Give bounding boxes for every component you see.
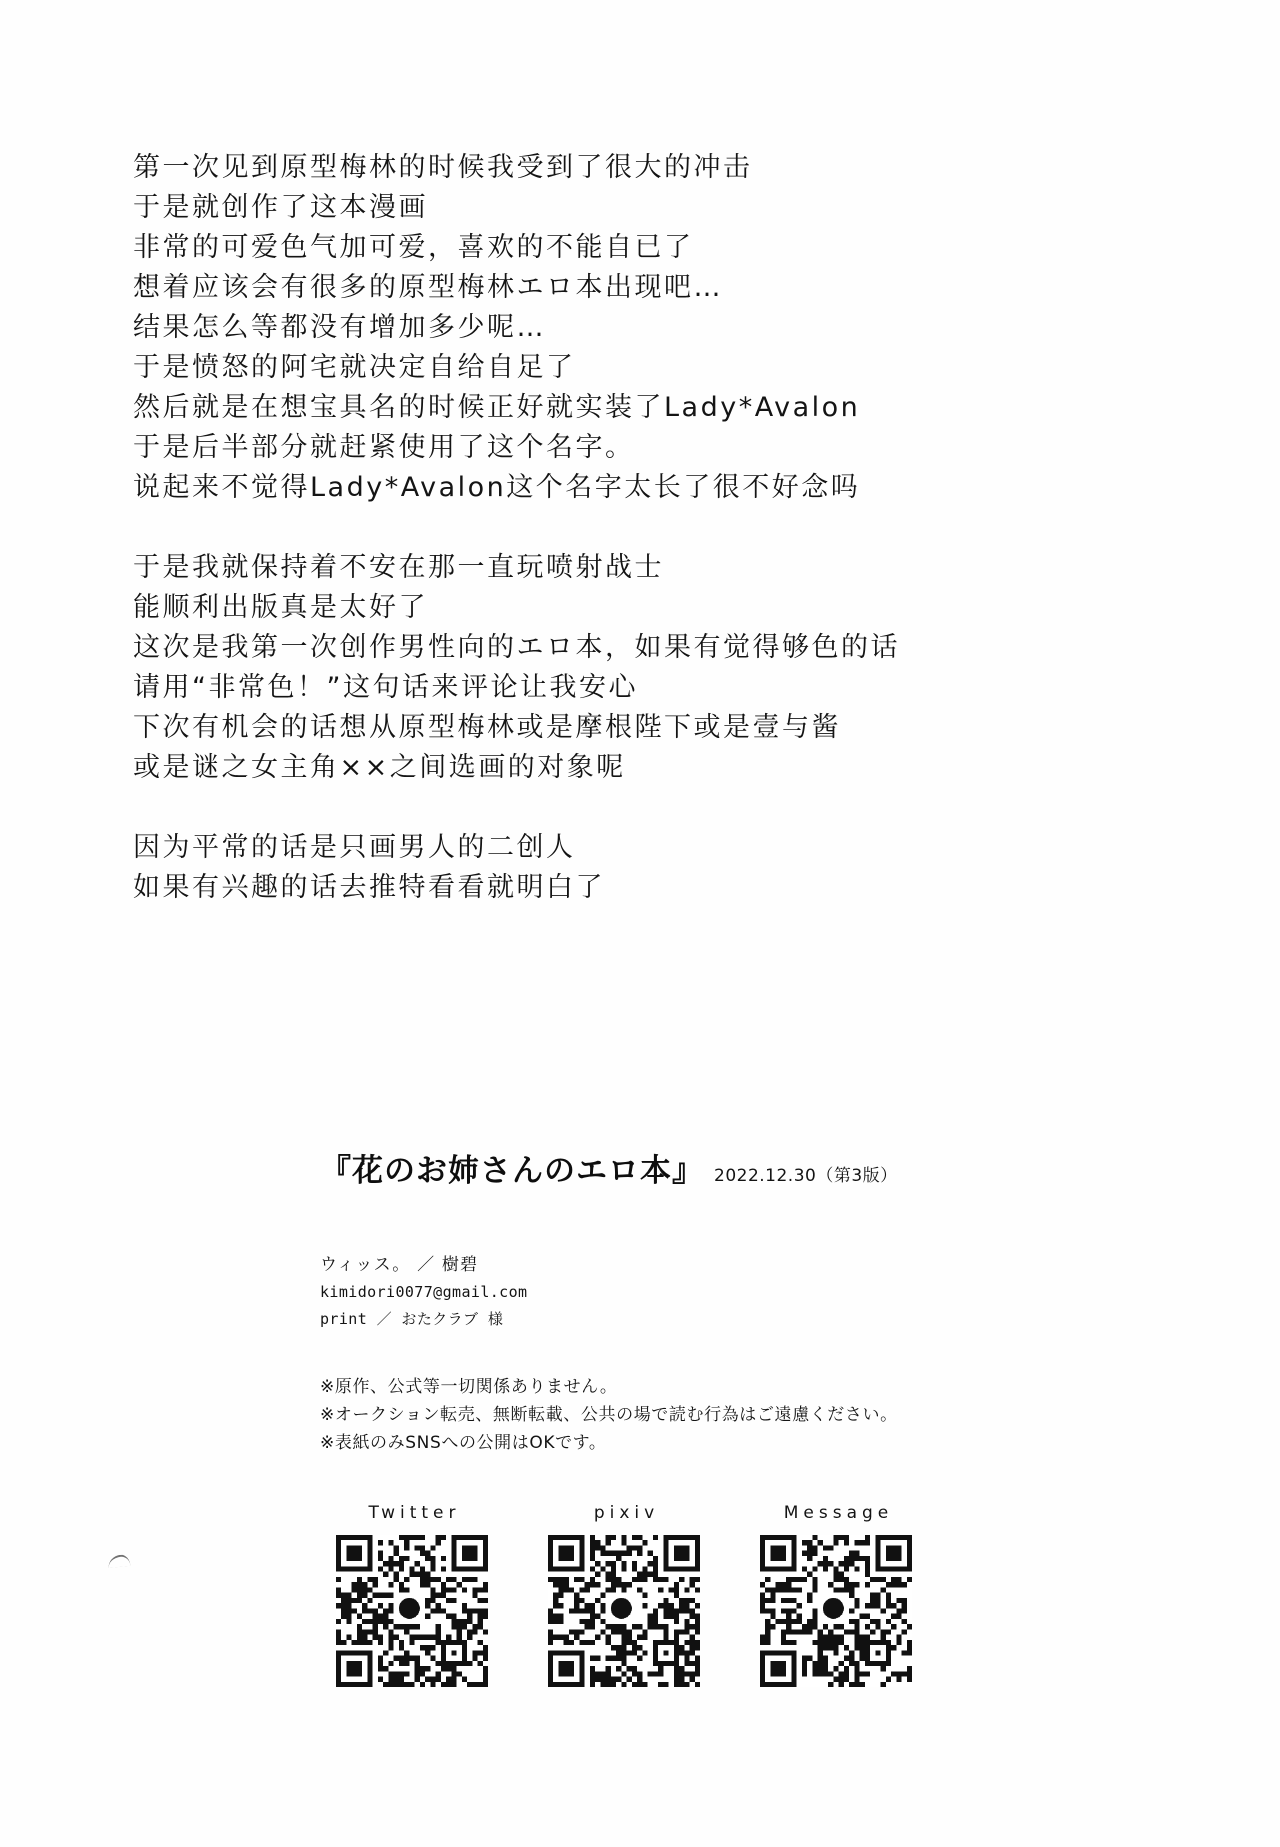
paragraph-spacer [133,508,1163,548]
afterword-line: 于是后半部分就赶紧使用了这个名字。 [133,432,635,463]
afterword-line: 然后就是在想宝具名的时候正好就实装了Lady*Avalon [133,392,861,423]
colophon-block [320,1145,1020,1687]
paragraph-spacer [133,788,1163,828]
credit-line: ウィッス。 ／ 樹碧 [320,1255,479,1275]
afterword-text-block [133,148,1163,908]
contact-email[interactable]: kimidori0077@gmail.com [320,1283,528,1301]
qr-block-twitter [332,1503,492,1687]
afterword-line: 于是我就保持着不安在那一直玩喷射战士 [133,552,664,583]
qr-block-pixiv [544,1503,704,1687]
afterword-line: 因为平常的话是只画男人的二创人 [133,832,576,863]
notices-list [320,1373,1020,1457]
notice-line: ※表紙のみSNSへの公開はOKです。 [320,1433,607,1453]
qr-code-icon[interactable] [336,1535,488,1687]
afterword-line: 这次是我第一次创作男性向的エロ本，如果有觉得够色的话 [133,632,900,663]
afterword-line: 非常的可爱色气加可爱，喜欢的不能自已了 [133,232,694,263]
notice-line: ※オークション転売、無断転載、公共の場で読む行為はご遠慮ください。 [320,1405,898,1425]
qr-code-row [332,1503,1020,1687]
qr-code-icon[interactable] [760,1535,912,1687]
qr-label: Twitter [368,1503,461,1523]
qr-code-icon[interactable] [548,1535,700,1687]
afterword-line: 说起来不觉得Lady*Avalon这个名字太长了很不好念吗 [133,472,861,503]
afterword-line: 于是愤怒的阿宅就决定自给自足了 [133,352,576,383]
book-title: 『花のお姉さんのエロ本』 [320,1153,704,1189]
notice-line: ※原作、公式等一切関係ありません。 [320,1377,618,1397]
credit-line: print ／ おたクラブ 様 [320,1310,504,1328]
afterword-line: 想着应该会有很多的原型梅林エロ本出现吧… [133,272,723,303]
afterword-line: 请用“非常色！”这句话来评论让我安心 [133,672,638,703]
afterword-line: 如果有兴趣的话去推特看看就明白了 [133,872,605,903]
qr-label: pixiv [593,1503,660,1523]
qr-block-message [756,1503,916,1687]
publication-date: 2022.12.30（第3版） [714,1166,898,1186]
afterword-line: 下次有机会的话想从原型梅林或是摩根陛下或是壹与酱 [133,712,841,743]
credits-list [320,1252,1020,1333]
afterword-line: 或是谜之女主角××之间选画的对象呢 [133,752,626,783]
qr-label: Message [783,1503,894,1523]
colophon-title-row [320,1145,1020,1190]
afterword-line: 结果怎么等都没有增加多少呢… [133,312,546,343]
afterword-line: 能顺利出版真是太好了 [133,592,428,623]
afterword-line: 于是就创作了这本漫画 [133,192,428,223]
afterword-line: 第一次见到原型梅林的时候我受到了很大的冲击 [133,152,753,183]
stray-pencil-mark [107,1554,130,1568]
